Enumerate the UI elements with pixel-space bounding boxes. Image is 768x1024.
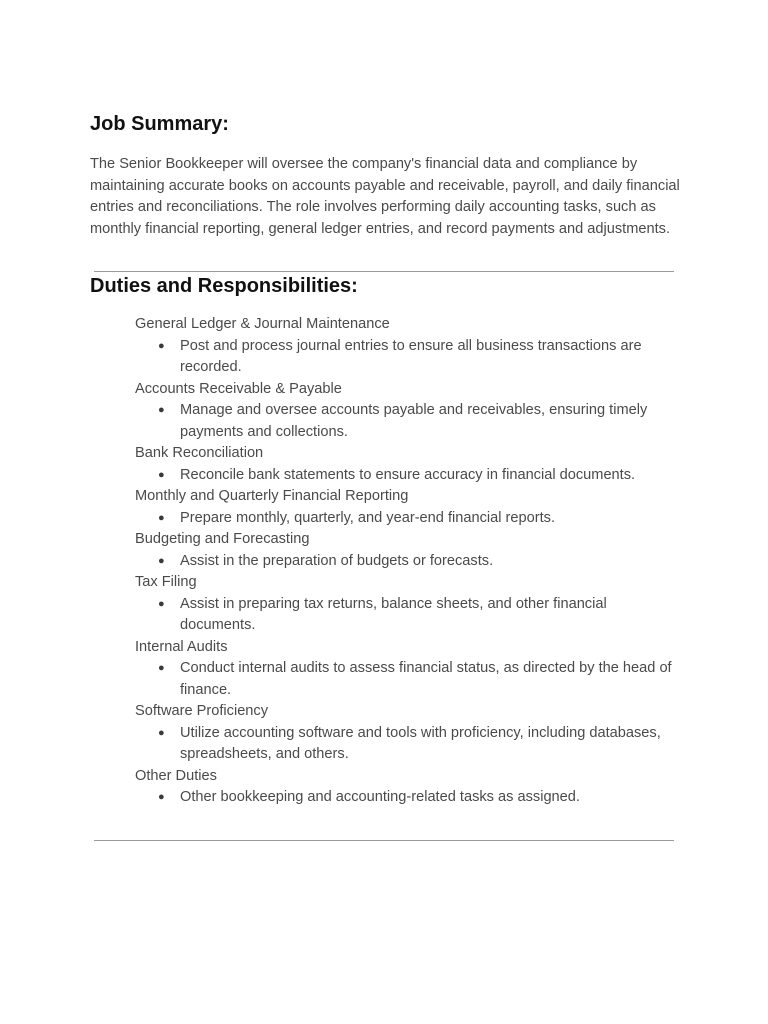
duty-bullet (135, 551, 680, 573)
document-page (90, 110, 680, 841)
bullet-icon: ● (158, 791, 165, 803)
duty-title: Monthly and Quarterly Financial Reporting (135, 488, 409, 504)
duty-item (135, 766, 680, 809)
job-summary-heading: Job Summary: (90, 113, 229, 135)
duty-bullet (135, 400, 680, 443)
duty-item (135, 379, 680, 444)
duty-bullet-text: Assist in the preparation of budgets or forecasts. (180, 552, 494, 569)
duty-title: Tax Filing (135, 574, 197, 590)
duty-bullet (135, 723, 680, 766)
duty-bullet-text: Manage and oversee accounts payable and receivables, ensuring timely payments and collections. (180, 402, 648, 440)
duty-item (135, 572, 680, 637)
bullet-icon: ● (158, 662, 165, 674)
duty-title: Budgeting and Forecasting (135, 531, 310, 547)
duty-item (135, 443, 680, 486)
bullet-icon: ● (158, 339, 165, 352)
duty-title: Internal Audits (135, 638, 228, 655)
duty-bullet-text: Conduct internal audits to assess financial status, as directed by the head of finance. (180, 660, 672, 698)
bullet-icon: ● (158, 468, 165, 481)
duty-bullet-text: Reconcile bank statements to ensure accuracy in financial documents. (180, 466, 636, 483)
bullet-icon: ● (158, 404, 165, 416)
duties-list (135, 314, 680, 809)
duty-bullet-text: Post and process journal entries to ensure all business transactions are recorded. (180, 337, 642, 375)
duties-heading: Duties and Responsibilities: (90, 275, 358, 297)
section-divider (94, 840, 674, 841)
duty-bullet-text: Utilize accounting software and tools with proficiency, including databases, spreadsheets, and others. (180, 724, 661, 762)
duty-title: Accounts Receivable & Payable (135, 380, 342, 397)
duty-title: Other Duties (135, 767, 217, 784)
bullet-icon: ● (158, 511, 165, 524)
duty-bullet (135, 508, 680, 530)
job-summary-text: The Senior Bookkeeper will oversee the company's financial data and compliance by maintaining accurate books on accounts payable and receivable, payroll, and daily financial entries and reconciliations. The role involves performing daily accounting tasks, such as monthly financial reporting, general ledger entries, and record payments and adjustments. (90, 156, 680, 237)
duty-item (135, 637, 680, 702)
duty-bullet-text: Other bookkeeping and accounting-related tasks as assigned. (180, 789, 580, 805)
duty-item (135, 529, 680, 572)
duty-bullet (135, 787, 680, 809)
duty-bullet (135, 658, 680, 701)
duty-bullet-text: Prepare monthly, quarterly, and year-end financial reports. (180, 509, 556, 526)
bullet-icon: ● (158, 597, 165, 610)
bullet-icon: ● (158, 726, 165, 739)
duty-item (135, 314, 680, 379)
duty-title: Software Proficiency (135, 703, 269, 719)
bullet-icon: ● (158, 554, 165, 567)
duty-item (135, 701, 680, 766)
duty-bullet (135, 465, 680, 487)
duty-item (135, 486, 680, 529)
duty-title: Bank Reconciliation (135, 445, 264, 461)
duty-title: General Ledger & Journal Maintenance (135, 316, 390, 332)
duty-bullet (135, 336, 680, 379)
duty-bullet (135, 594, 680, 637)
duty-bullet-text: Assist in preparing tax returns, balance sheets, and other financial documents. (180, 595, 607, 633)
